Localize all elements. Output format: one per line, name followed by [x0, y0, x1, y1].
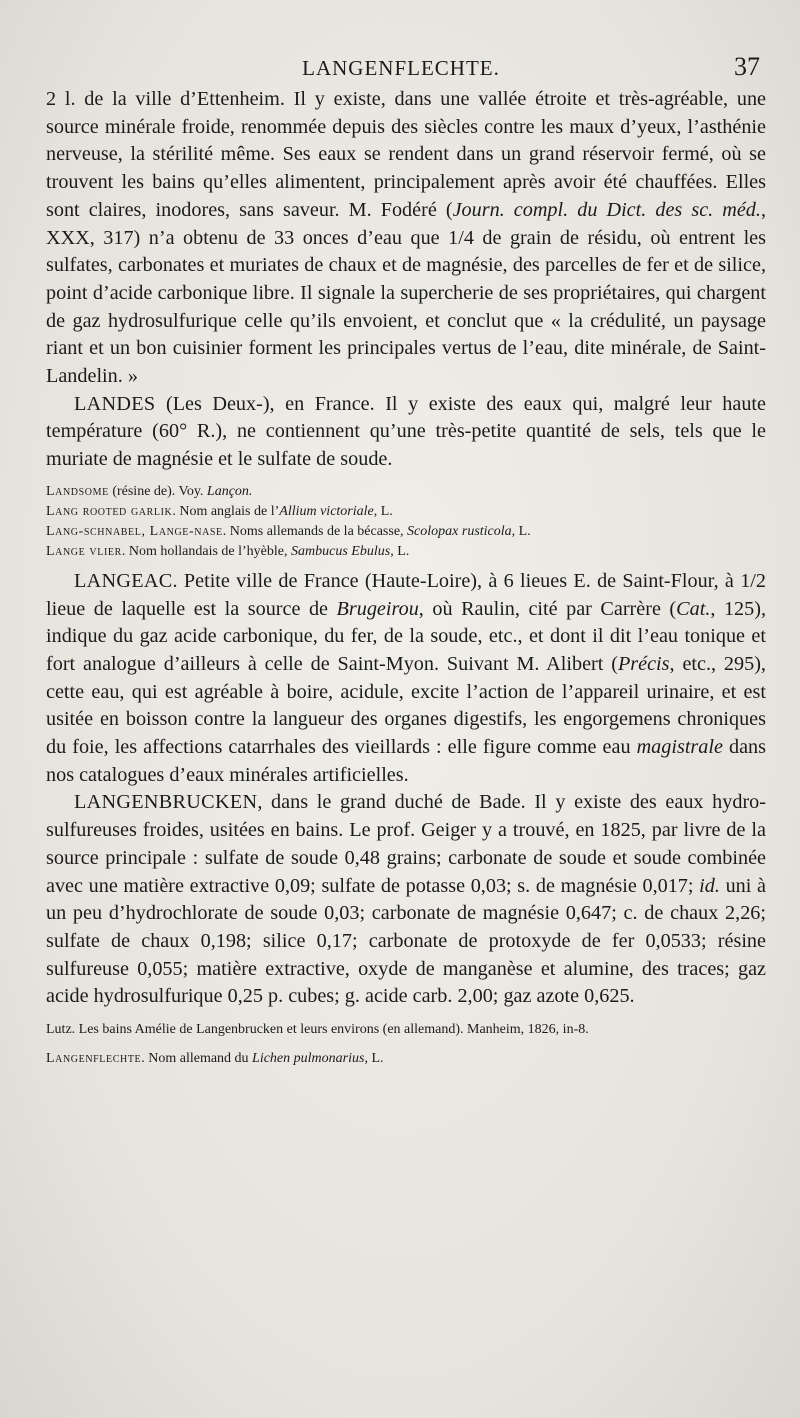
headword-lange-vlier: Lange vlier [46, 543, 122, 559]
headword-lang-schnabel: Lang-schnabel, Lange-nase [46, 523, 223, 539]
headword-langenbrucken: LANGENBRUCKEN [74, 791, 258, 814]
headword-langeac: LANGEAC [74, 569, 173, 592]
entry-langenbrucken: LANGENBRUCKEN, dans le grand duché de Bade. Il y existe des eaux hydro-sulfureuses froides, usitées en bains. Le prof. Geiger y a trouvé, en 1825, par livre de la source principale : sulfate de soude 0,48 grains; carbonate de soude et soude combinée avec une matière extractive 0,09; sulfate de potasse 0,03; s. de magnésie 0,017; id. uni à un peu d’hydrochlorate de soude 0,03; carbonate de magnésie 0,647; c. de chaux 2,26; sulfate de chaux 0,198; silice 0,17; carbonate de protoxyde de fer 0,0533; résine sulfureuse 0,055; matière extractive, oxyde de manganèse et alumine, des traces; gaz acide hydrosulfurique 0,25 p. cubes; g. acide carb. 2,00; gaz azote 0,625. [46, 791, 766, 1008]
headword-landes: LANDES [74, 392, 156, 415]
page-header [40, 52, 762, 88]
entry-landsome: Landsome (résine de). Voy. Lançon. [46, 483, 253, 499]
entry-lange-vlier: Lange vlier. Nom hollandais de l’hyèble, Sambucus Ebulus, L. [46, 543, 410, 559]
entry-landes: LANDES (Les Deux-), en France. Il y existe des eaux qui, malgré leur haute température (60° R.), ne contiennent qu’une très-petite quantité de sels, tels que le muriate de magnésie et le sulfate de soude. [46, 392, 766, 471]
entry-lang-schnabel: Lang-schnabel, Lange-nase. Noms allemands de la bécasse, Scolopax rusticola, L. [46, 523, 531, 539]
page-number: 37 [734, 52, 760, 81]
entry-langenflechte: Langenflechte. Nom allemand du Lichen pulmonarius, L. [46, 1051, 384, 1067]
running-title: LANGENFLECHTE. [302, 56, 500, 80]
headword-lang-rooted-garlik: Lang rooted garlik [46, 503, 173, 519]
entry-langeac: LANGEAC. Petite ville de France (Haute-Loire), à 6 lieues E. de Saint-Flour, à 1/2 lieue de laquelle est la source de Brugeirou, où Raulin, cité par Carrère (Cat., 125), indique du gaz acide carbonique, du fer, de la soude, etc., et dont il dit l’eau tonique et fort analogue d’ailleurs à celle de Saint-Myon. Suivant M. Alibert (Précis, etc., 295), cette eau, qui est agréable à boire, acidule, excite l’action de l’appareil urinaire, et est usitée en boisson contre la langueur des organes digestifs, les engorgemens chroniques du foie, les affections catarrhales des vieillards : elle figure comme eau magistrale dans nos catalogues d’eaux minérales artificielles. [46, 569, 767, 786]
entry-lang-rooted-garlik: Lang rooted garlik. Nom anglais de l’Allium victoriale, L. [46, 503, 393, 519]
page-body [46, 86, 766, 1069]
headword-langenflechte: Langenflechte [46, 1051, 142, 1067]
headword-landsome: Landsome [46, 483, 109, 499]
entry-saint-landelin-continued: 2 l. de la ville d’Ettenheim. Il y existe, dans une vallée étroite et très-agréable, une source minérale froide, renommée depuis des siècles contre les maux d’yeux, l’asthénie nerveuse, la stérilité même. Ses eaux se rendent dans un grand réservoir fermé, où se trouvent les bains qu’elles alimentent, principalement après avoir été chauffées. Elles sont claires, inodores, sans saveur. M. Fodéré (Journ. compl. du Dict. des sc. méd., XXX, 317) n’a obtenu de 33 onces d’eau que 1/4 de grain de résidu, où entrent les sulfates, carbonates et muriates de chaux et de magnésie, des parcelles de fer et de silice, point d’acide carbonique libre. Il signale la supercherie de ses propriétaires, qui chargent de gaz hydrosulfurique celle qu’ils envoient, et conclut que « la crédulité, un paysage riant et un bon cuisinier forment les principales vertus de l’eau, dite minérale, de Saint-Landelin. » [46, 88, 766, 388]
reference-lutz: Lutz. Les bains Amélie de Langenbrucken et leurs environs (en allemand). Manheim, 1826, in-8. [46, 1022, 589, 1038]
